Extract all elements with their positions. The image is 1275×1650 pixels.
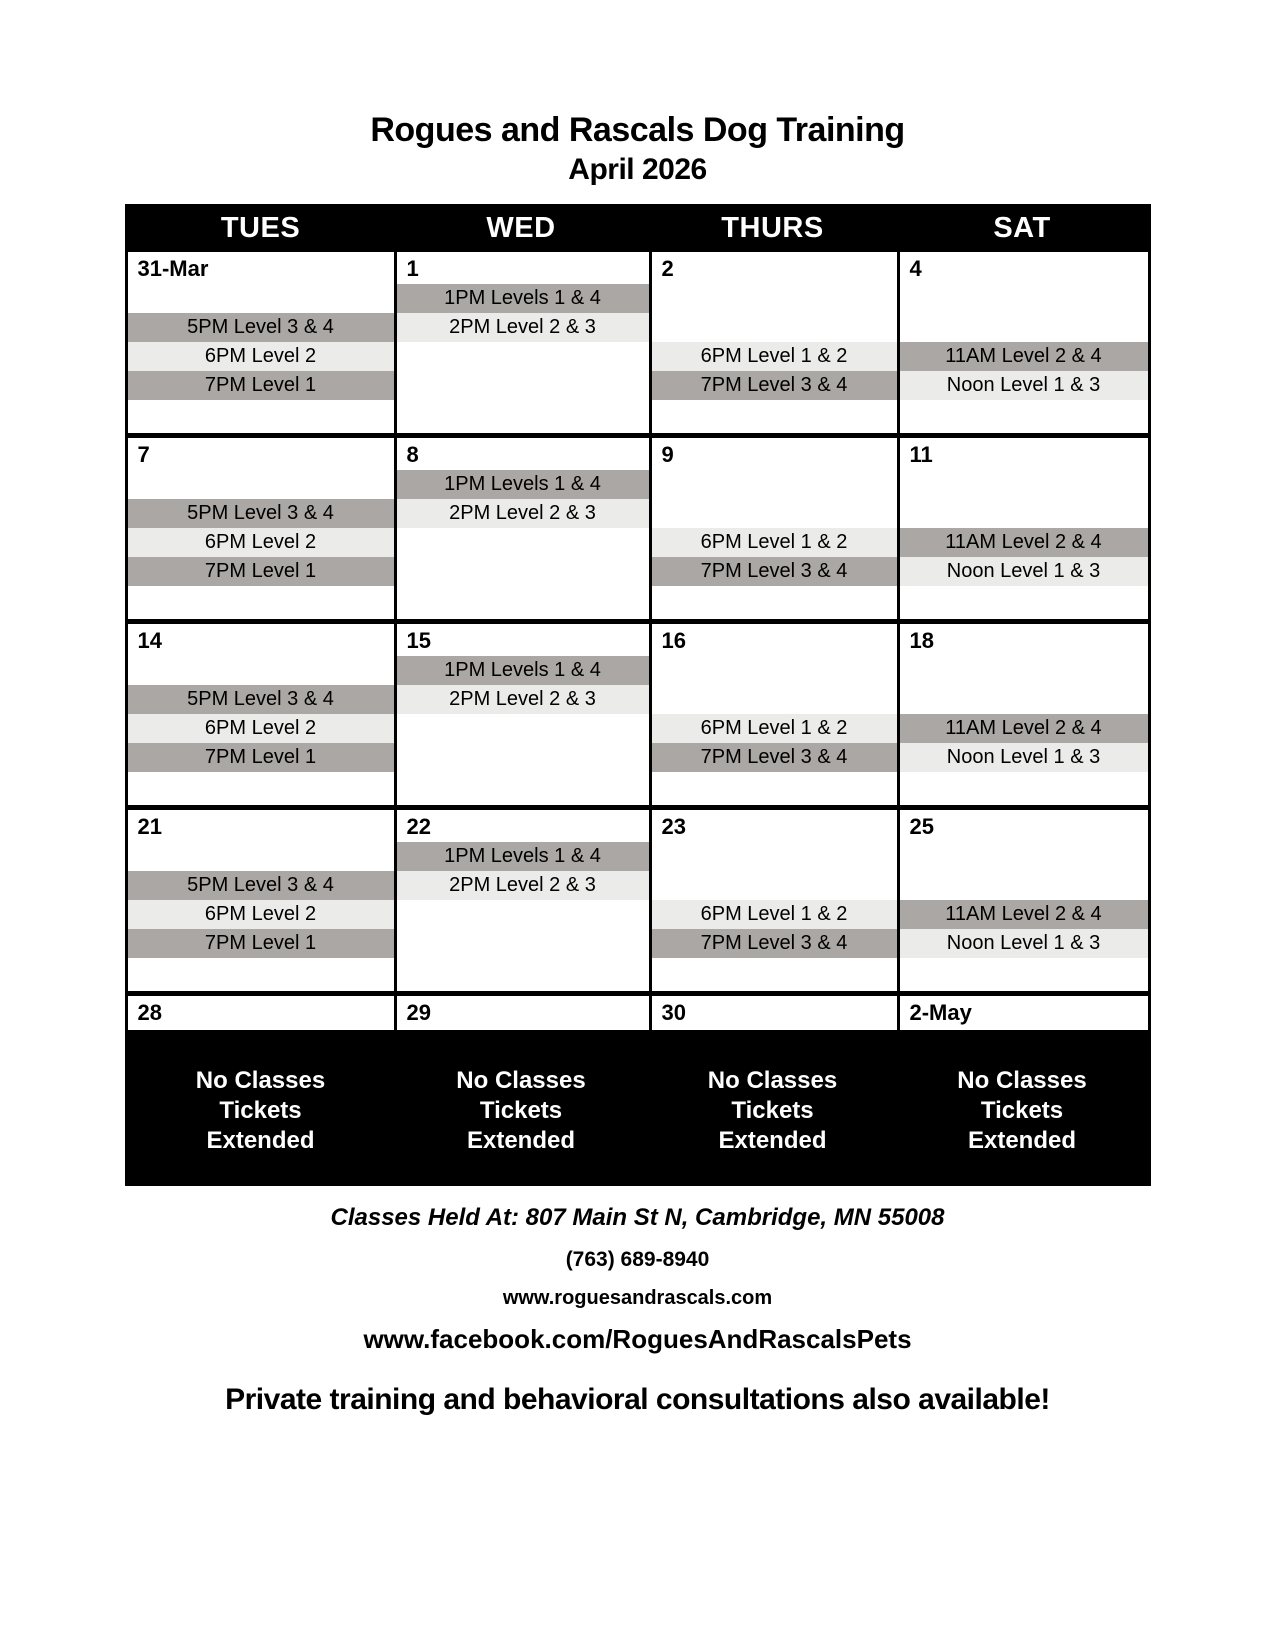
class-slot: 2PM Level 2 & 3 xyxy=(397,313,649,342)
day-cell-sat xyxy=(897,624,1148,805)
column-header-wed: WED xyxy=(486,212,556,244)
day-cell-tues xyxy=(128,624,394,805)
class-slot: 11AM Level 2 & 4 xyxy=(900,714,1148,743)
footer-facebook: www.facebook.com/RoguesAndRascalsPets xyxy=(363,1324,912,1354)
day-cell-thurs xyxy=(649,438,897,619)
class-slot: 11AM Level 2 & 4 xyxy=(900,528,1148,557)
class-slot: 1PM Levels 1 & 4 xyxy=(397,284,649,313)
class-slot: Noon Level 1 & 3 xyxy=(900,371,1148,400)
no-classes-line: No Classes xyxy=(707,1067,838,1094)
no-classes-line: Tickets xyxy=(479,1097,563,1124)
empty-slot xyxy=(652,842,897,871)
footer-tagline: Private training and behavioral consultations also available! xyxy=(225,1383,1050,1416)
column-header-sat: SAT xyxy=(993,212,1051,244)
empty-slot xyxy=(128,842,394,871)
class-slot: 5PM Level 3 & 4 xyxy=(128,499,394,528)
empty-slot xyxy=(900,499,1148,528)
class-slot: 7PM Level 3 & 4 xyxy=(652,371,897,400)
no-classes-cell xyxy=(128,1030,394,1186)
class-slot: 1PM Levels 1 & 4 xyxy=(397,842,649,871)
no-classes-line: Tickets xyxy=(980,1097,1064,1124)
class-slot: 7PM Level 3 & 4 xyxy=(652,929,897,958)
date-label: 29 xyxy=(406,1000,431,1025)
class-slot: 2PM Level 2 & 3 xyxy=(397,499,649,528)
no-classes-band xyxy=(128,1030,1148,1186)
date-label: 15 xyxy=(406,628,431,653)
empty-slot xyxy=(652,470,897,499)
calendar-table xyxy=(125,204,1151,1186)
week-row xyxy=(128,252,1148,438)
date-label: 25 xyxy=(909,814,934,839)
class-slot: 6PM Level 1 & 2 xyxy=(652,900,897,929)
page-subtitle: April 2026 xyxy=(568,153,707,186)
no-classes-cell xyxy=(897,1030,1148,1186)
day-cell-wed xyxy=(394,438,649,619)
date-label: 30 xyxy=(661,1000,686,1025)
date-label: 23 xyxy=(661,814,686,839)
date-label: 4 xyxy=(909,256,922,281)
day-cell-thurs xyxy=(649,252,897,433)
class-slot: 7PM Level 1 xyxy=(128,557,394,586)
footer-phone: (763) 689-8940 xyxy=(565,1248,710,1271)
class-slot: 1PM Levels 1 & 4 xyxy=(397,656,649,685)
class-slot: 6PM Level 1 & 2 xyxy=(652,342,897,371)
no-classes-line: Tickets xyxy=(219,1097,302,1124)
empty-slot xyxy=(900,656,1148,685)
empty-slot xyxy=(652,313,897,342)
class-slot: 6PM Level 2 xyxy=(128,714,394,743)
class-slot: 6PM Level 2 xyxy=(128,900,394,929)
no-classes-line: Tickets xyxy=(731,1097,814,1124)
date-label: 7 xyxy=(137,442,150,467)
class-slot: 6PM Level 1 & 2 xyxy=(652,528,897,557)
day-cell-wed xyxy=(394,996,649,1030)
calendar-header-row xyxy=(128,204,1148,252)
date-label: 16 xyxy=(661,628,686,653)
class-slot: 11AM Level 2 & 4 xyxy=(900,342,1148,371)
no-classes-line: No Classes xyxy=(957,1067,1087,1094)
date-label: 8 xyxy=(406,442,419,467)
column-header-tues: TUES xyxy=(220,212,301,244)
class-slot: Noon Level 1 & 3 xyxy=(900,557,1148,586)
empty-slot xyxy=(900,470,1148,499)
no-classes-line: No Classes xyxy=(195,1067,326,1094)
class-slot: 1PM Levels 1 & 4 xyxy=(397,470,649,499)
class-slot: Noon Level 1 & 3 xyxy=(900,743,1148,772)
empty-slot xyxy=(900,685,1148,714)
day-cell-tues xyxy=(128,438,394,619)
day-cell-sat xyxy=(897,252,1148,433)
date-label: 21 xyxy=(137,814,162,839)
week-row xyxy=(128,810,1148,996)
no-classes-line: Extended xyxy=(967,1127,1077,1154)
empty-slot xyxy=(652,284,897,313)
empty-slot xyxy=(652,656,897,685)
no-classes-cell xyxy=(394,1030,649,1186)
class-slot: 6PM Level 1 & 2 xyxy=(652,714,897,743)
footer-address: Classes Held At: 807 Main St N, Cambridge, MN 55008 xyxy=(330,1204,945,1231)
date-label: 11 xyxy=(909,442,933,467)
class-slot: 6PM Level 2 xyxy=(128,528,394,557)
date-label: 28 xyxy=(137,1000,162,1025)
date-label: 14 xyxy=(137,628,162,653)
class-slot: 11AM Level 2 & 4 xyxy=(900,900,1148,929)
class-slot: 7PM Level 3 & 4 xyxy=(652,557,897,586)
empty-slot xyxy=(900,284,1148,313)
day-cell-thurs xyxy=(649,624,897,805)
empty-slot xyxy=(900,842,1148,871)
no-classes-line: Extended xyxy=(466,1127,576,1154)
class-slot: 2PM Level 2 & 3 xyxy=(397,685,649,714)
class-slot: 5PM Level 3 & 4 xyxy=(128,685,394,714)
no-classes-cell xyxy=(649,1030,897,1186)
no-classes-line: Extended xyxy=(718,1127,827,1154)
empty-slot xyxy=(128,284,394,313)
week-row xyxy=(128,438,1148,624)
empty-slot xyxy=(128,470,394,499)
day-cell-tues xyxy=(128,810,394,991)
week-row xyxy=(128,624,1148,810)
day-cell-sat xyxy=(897,996,1148,1030)
day-cell-sat xyxy=(897,810,1148,991)
no-classes-line: No Classes xyxy=(456,1067,586,1094)
final-dates-row xyxy=(128,996,1148,1030)
date-label: 2-May xyxy=(909,1000,972,1025)
empty-slot xyxy=(900,313,1148,342)
day-cell-tues xyxy=(128,996,394,1030)
date-label: 31-Mar xyxy=(137,256,209,281)
date-label: 9 xyxy=(661,442,674,467)
class-slot: 7PM Level 1 xyxy=(128,371,394,400)
empty-slot xyxy=(652,499,897,528)
date-label: 2 xyxy=(661,256,674,281)
class-slot: 7PM Level 1 xyxy=(128,743,394,772)
day-cell-wed xyxy=(394,624,649,805)
day-cell-wed xyxy=(394,810,649,991)
day-cell-sat xyxy=(897,438,1148,619)
day-cell-thurs xyxy=(649,810,897,991)
footer-website: www.roguesandrascals.com xyxy=(502,1287,773,1309)
class-slot: Noon Level 1 & 3 xyxy=(900,929,1148,958)
class-slot: 6PM Level 2 xyxy=(128,342,394,371)
empty-slot xyxy=(652,685,897,714)
page-title: Rogues and Rascals Dog Training xyxy=(370,111,905,149)
day-cell-thurs xyxy=(649,996,897,1030)
empty-slot xyxy=(900,871,1148,900)
date-label: 18 xyxy=(909,628,934,653)
day-cell-tues xyxy=(128,252,394,433)
class-slot: 5PM Level 3 & 4 xyxy=(128,871,394,900)
date-label: 1 xyxy=(406,256,419,281)
empty-slot xyxy=(652,871,897,900)
class-slot: 7PM Level 1 xyxy=(128,929,394,958)
class-slot: 5PM Level 3 & 4 xyxy=(128,313,394,342)
class-slot: 2PM Level 2 & 3 xyxy=(397,871,649,900)
day-cell-wed xyxy=(394,252,649,433)
column-header-thurs: THURS xyxy=(721,212,824,244)
no-classes-line: Extended xyxy=(206,1127,315,1154)
empty-slot xyxy=(128,656,394,685)
class-slot: 7PM Level 3 & 4 xyxy=(652,743,897,772)
date-label: 22 xyxy=(406,814,431,839)
